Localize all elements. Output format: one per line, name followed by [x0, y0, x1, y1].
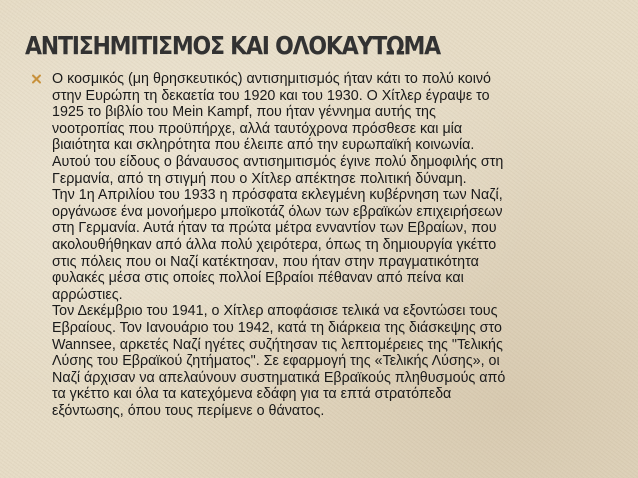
x-mark-bullet-icon	[31, 72, 42, 86]
bullet-item	[31, 71, 621, 419]
slide-title: ΑΝΤΙΣΗΜΙΤΙΣΜΟΣ ΚΑΙ ΟΛΟΚΑΥΤΩΜΑ	[25, 31, 440, 60]
bullet-text: Ο κοσμικός (μη θρησκευτικός) αντισημιτισμός ήταν κάτι το πολύ κοινό στην Ευρώπη τη δεκαετία του 1920 και του 1930. Ο Χίτλερ έγραψε το 1925 το βιβλίο του Mein Kampf, που ήταν γέννημα αυτής της νοοτροπίας που προϋπήρχε, αλλά ταυτόχρονα πρόσθεσε και μία βιαιότητα και σκληρότητα που έλειπε από την ευρωπαϊκή κοινωνία. Αυτού του είδους ο βάναυσος αντισημιτισμός έγινε πολύ δημοφιλής στη Γερμανία, από τη στιγμή που ο Χίτλερ απέκτησε πολιτική δύναμη. Την 1η Απριλίου του 1933 η πρόσφατα εκλεγμένη κυβέρνηση των Ναζί, οργάνωσε ένα μονοήμερο μποϊκοτάζ όλων των εβραϊκών επιχειρήσεων στη Γερμανία. Αυτά ήταν τα πρώτα μέτρα ενναντίον των Εβραίων, που ακολουθήθηκαν από άλλα πολύ χειρότερα, όπως τη δημιουργία γκέττο στις πόλεις που οι Ναζί κατέκτησαν, που ήταν στην πραγματικότητα φυλακές μέσα στις οποίες πολλοί Εβραίοι πέθαναν από πείνα και αρρώστιες. Τον Δεκέμβριο του 1941, ο Χίτλερ αποφάσισε τελικά να εξοντώσει τους Εβραίους. Τον Ιανουάριο του 1942, κατά τη διάρκεια της διάσκεψης στο Wannsee, αρκετές Ναζί ηγέτες συζήτησαν τις λεπτομέρειες της "Τελικής Λύσης του Εβραϊκού ζητήματος". Σε εφαρμογή της «Τελικής Λύσης», οι Ναζί άρχισαν να απελαύνουν συστηματικά Εβραϊκούς πληθυσμούς από τα γκέττο και όλα τα κατεχόμενα εδάφη για τα επτά στρατόπεδα εξόντωσης, όπου τους περίμενε ο θάνατος.	[52, 71, 506, 419]
slide-content	[31, 71, 621, 419]
